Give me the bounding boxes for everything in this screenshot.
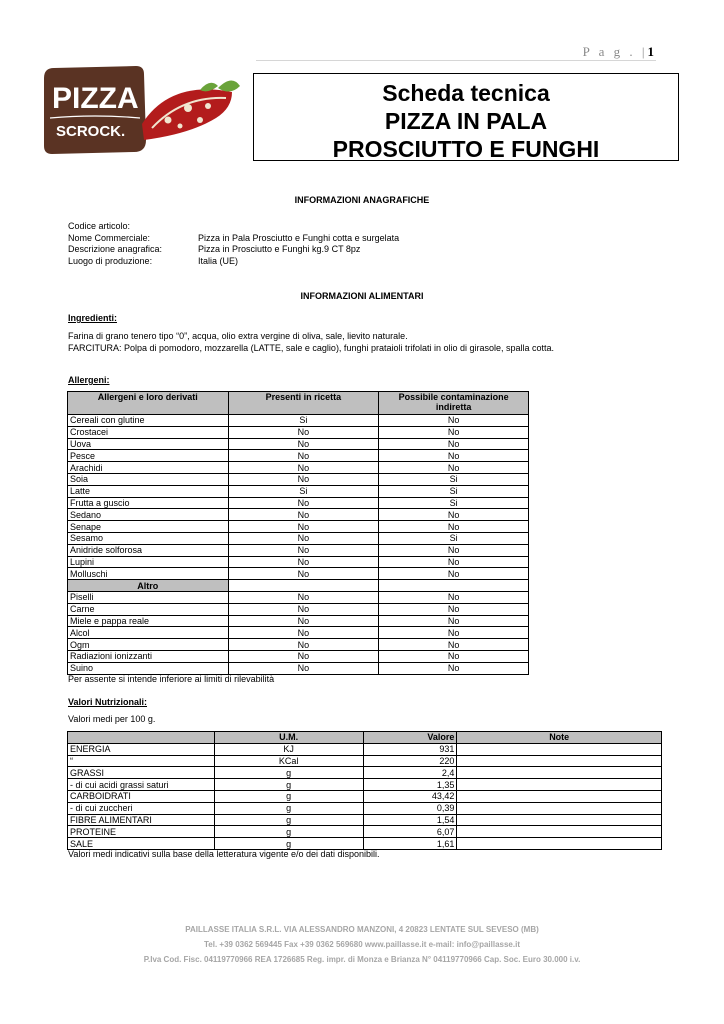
altro-row: [68, 639, 529, 651]
table-cell: [379, 580, 529, 592]
table-cell: Frutta a guscio: [68, 497, 229, 509]
table-cell: No: [228, 426, 379, 438]
table-cell: [457, 826, 662, 838]
table-cell: - di cui acidi grassi saturi: [68, 779, 215, 791]
column-header: [68, 732, 215, 744]
table-cell: 1,61: [363, 838, 457, 850]
allergeni-table: [67, 391, 529, 675]
table-cell: [457, 743, 662, 755]
allergen-row: [68, 415, 529, 427]
table-cell: Piselli: [68, 591, 229, 603]
allergen-row: [68, 532, 529, 544]
table-cell: g: [214, 826, 363, 838]
table-cell: g: [214, 838, 363, 850]
table-cell: No: [379, 627, 529, 639]
table-cell: 6,07: [363, 826, 457, 838]
column-header: U.M.: [214, 732, 363, 744]
table-cell: No: [228, 556, 379, 568]
table-cell: Pesce: [68, 450, 229, 462]
section-heading-anagrafica: INFORMAZIONI ANAGRAFICHE: [294, 195, 430, 205]
ingredienti-text: Farina di grano tenero tipo “0”, acqua, olio extra vergine di oliva, sale, lievito naturale. FARCITURA: Polpa di pomodoro, mozzarella (LATTE, sale e caglio), funghi prataioli trifolati in olio di girasole, spalla cotta.: [68, 331, 555, 353]
table-cell: No: [228, 568, 379, 580]
table-cell: Arachidi: [68, 462, 229, 474]
anagrafica-row: Descrizione anagrafica: Pizza in Prosciutto e Funghi kg.9 CT 8pz: [68, 244, 361, 254]
table-cell: Ogm: [68, 639, 229, 651]
table-cell: 43,42: [363, 790, 457, 802]
table-cell: Sedano: [68, 509, 229, 521]
nutrition-row: [68, 802, 662, 814]
table-cell: No: [379, 556, 529, 568]
table-cell: [228, 580, 379, 592]
svg-text:PIZZA: PIZZA: [52, 82, 139, 115]
table-cell: No: [228, 639, 379, 651]
table-cell: Si: [379, 473, 529, 485]
table-cell: SALE: [68, 838, 215, 850]
nutrition-row: [68, 790, 662, 802]
allergen-row: [68, 485, 529, 497]
table-cell: No: [228, 473, 379, 485]
svg-text:SCROCK.: SCROCK.: [56, 123, 126, 140]
anagrafica-block: [68, 221, 628, 267]
table-cell: “: [68, 755, 215, 767]
table-cell: Anidride solforosa: [68, 544, 229, 556]
table-cell: No: [379, 568, 529, 580]
table-cell: Carne: [68, 603, 229, 615]
allergen-row: [68, 426, 529, 438]
table-cell: [457, 802, 662, 814]
anagrafica-row: Nome Commerciale: Pizza in Pala Prosciutto e Funghi cotta e surgelata: [68, 232, 400, 243]
table-cell: No: [379, 639, 529, 651]
nutrition-row: [68, 826, 662, 838]
nutrizionali-label: Valori Nutrizionali:: [68, 697, 148, 707]
table-cell: 1,54: [363, 814, 457, 826]
table-cell: Miele e pappa reale: [68, 615, 229, 627]
nutrition-row: [68, 779, 662, 791]
nutrition-row: [68, 838, 662, 850]
column-header: Possibile contaminazione indiretta: [379, 392, 529, 415]
allergeni-label: Allergeni:: [68, 375, 110, 385]
table-cell: ENERGIA: [68, 743, 215, 755]
table-cell: [457, 755, 662, 767]
anagrafica-row: Luogo di produzione: Italia (UE): [68, 255, 239, 266]
table-cell: No: [379, 509, 529, 521]
table-cell: No: [228, 497, 379, 509]
table-cell: KCal: [214, 755, 363, 767]
title-line-1: Scheda tecnica: [382, 80, 550, 106]
table-cell: 1,35: [363, 779, 457, 791]
table-cell: 931: [363, 743, 457, 755]
table-cell: PROTEINE: [68, 826, 215, 838]
table-cell: g: [214, 767, 363, 779]
table-cell: No: [228, 662, 379, 674]
pizza-scrock-logo: [40, 62, 245, 164]
table-cell: Cereali con glutine: [68, 415, 229, 427]
table-cell: 0,39: [363, 802, 457, 814]
altro-header-row: [68, 580, 529, 592]
table-cell: No: [379, 603, 529, 615]
table-cell: [457, 838, 662, 850]
title-line-3: PROSCIUTTO E FUNGHI: [332, 136, 600, 162]
column-header: Allergeni e loro derivati: [68, 392, 229, 415]
table-cell: No: [228, 521, 379, 533]
title-line-2: PIZZA IN PALA: [384, 108, 548, 134]
table-cell: Lupini: [68, 556, 229, 568]
table-cell: 220: [363, 755, 457, 767]
table-cell: g: [214, 814, 363, 826]
nutrition-header-row: [68, 732, 662, 744]
column-header: Presenti in ricetta: [228, 392, 379, 415]
table-cell: KJ: [214, 743, 363, 755]
table-cell: g: [214, 802, 363, 814]
table-cell: No: [228, 615, 379, 627]
table-cell: [457, 779, 662, 791]
table-cell: No: [228, 603, 379, 615]
table-cell: No: [379, 521, 529, 533]
table-cell: CARBOIDRATI: [68, 790, 215, 802]
nutrition-row: [68, 743, 662, 755]
table-cell: No: [379, 650, 529, 662]
altro-row: [68, 603, 529, 615]
ingredienti-label: Ingredienti:: [68, 313, 117, 323]
table-cell: No: [228, 591, 379, 603]
table-cell: Radiazioni ionizzanti: [68, 650, 229, 662]
column-header: Valore: [363, 732, 457, 744]
table-cell: [457, 814, 662, 826]
table-cell: No: [379, 415, 529, 427]
allergeni-note: Per assente si intende inferiore ai limiti di rilevabilità: [68, 674, 275, 684]
nutrition-row: [68, 755, 662, 767]
title-box: [253, 73, 679, 161]
table-cell: No: [228, 650, 379, 662]
table-cell: GRASSI: [68, 767, 215, 779]
anagrafica-row: Codice articolo:: [68, 221, 131, 231]
table-cell: Latte: [68, 485, 229, 497]
table-cell: No: [379, 615, 529, 627]
altro-row: [68, 650, 529, 662]
table-cell: No: [228, 627, 379, 639]
footer-line-2: Tel. +39 0362 569445 Fax +39 0362 569680 www.paillasse.it e-mail: info@paillasse.it: [204, 940, 520, 949]
nutrizionali-subtitle: Valori medi per 100 g.: [68, 714, 156, 724]
allergen-row: [68, 568, 529, 580]
altro-row: [68, 615, 529, 627]
table-cell: No: [379, 662, 529, 674]
table-cell: No: [379, 544, 529, 556]
nutrition-row: [68, 814, 662, 826]
table-cell: No: [228, 544, 379, 556]
table-cell: FIBRE ALIMENTARI: [68, 814, 215, 826]
altro-row: [68, 627, 529, 639]
allergen-row: [68, 509, 529, 521]
nutrition-row: [68, 767, 662, 779]
page-number: P a g . |1: [582, 44, 654, 59]
table-cell: No: [379, 426, 529, 438]
allergen-row: [68, 450, 529, 462]
altro-row: [68, 591, 529, 603]
footer-line-1: PAILLASSE ITALIA S.R.L. VIA ALESSANDRO MANZONI, 4 20823 LENTATE SUL SEVESO (MB): [185, 925, 539, 934]
table-cell: No: [379, 591, 529, 603]
table-cell: Molluschi: [68, 568, 229, 580]
table-cell: No: [228, 509, 379, 521]
nutrition-table: [67, 731, 662, 850]
allergen-row: [68, 556, 529, 568]
table-cell: [457, 790, 662, 802]
table-cell: g: [214, 790, 363, 802]
allergen-row: [68, 473, 529, 485]
table-cell: - di cui zuccheri: [68, 802, 215, 814]
table-cell: Si: [379, 485, 529, 497]
table-cell: No: [228, 532, 379, 544]
table-cell: No: [379, 462, 529, 474]
table-cell: No: [379, 438, 529, 450]
allergeni-header-row: [68, 392, 529, 415]
table-cell: Senape: [68, 521, 229, 533]
section-heading-alimentari: INFORMAZIONI ALIMENTARI: [300, 291, 424, 301]
allergen-row: [68, 544, 529, 556]
table-cell: 2,4: [363, 767, 457, 779]
table-cell: Uova: [68, 438, 229, 450]
table-cell: Si: [379, 532, 529, 544]
table-cell: Si: [379, 497, 529, 509]
altro-label: Altro: [68, 580, 229, 592]
allergen-row: [68, 497, 529, 509]
table-cell: Alcol: [68, 627, 229, 639]
table-cell: [457, 767, 662, 779]
table-cell: Sesamo: [68, 532, 229, 544]
table-cell: No: [228, 462, 379, 474]
table-cell: Soia: [68, 473, 229, 485]
footer-line-3: P.Iva Cod. Fisc. 04119770966 REA 1726685 Reg. impr. di Monza e Brianza N° 04119770966 Cap. Soc. Euro 30.000 i.v.: [143, 955, 581, 964]
altro-row: [68, 662, 529, 674]
table-cell: Suino: [68, 662, 229, 674]
table-cell: g: [214, 779, 363, 791]
table-cell: No: [228, 438, 379, 450]
table-cell: No: [379, 450, 529, 462]
column-header: Note: [457, 732, 662, 744]
allergen-row: [68, 438, 529, 450]
table-cell: Crostacei: [68, 426, 229, 438]
table-cell: No: [228, 450, 379, 462]
table-cell: Si: [228, 485, 379, 497]
allergen-row: [68, 462, 529, 474]
nutrizionali-note: Valori medi indicativi sulla base della letteratura vigente e/o dei dati disponibili.: [68, 849, 380, 859]
header-rule: [256, 60, 656, 61]
allergen-row: [68, 521, 529, 533]
table-cell: Si: [228, 415, 379, 427]
